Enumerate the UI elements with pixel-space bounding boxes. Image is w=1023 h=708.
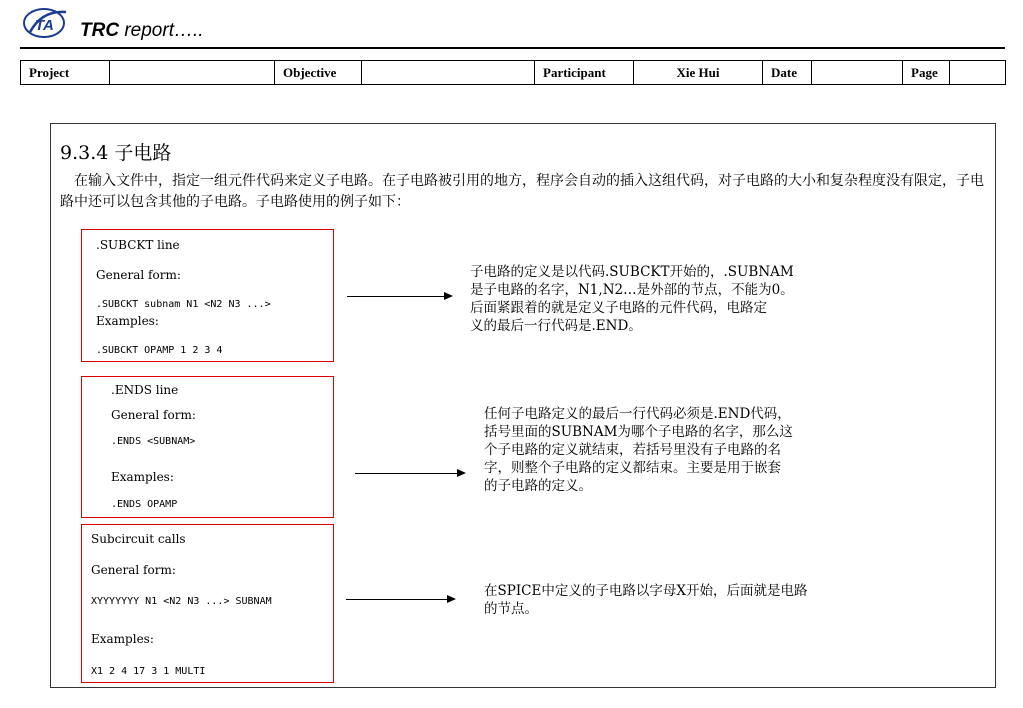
report-title: TRC report…..	[80, 20, 204, 41]
arrow-1	[347, 296, 451, 297]
arrow-3	[346, 599, 454, 600]
page-value	[950, 61, 1006, 85]
box-form-label: General form:	[96, 268, 181, 282]
ends-description: 任何子电路定义的最后一行代码必须是.END代码， 括号里面的SUBNAM为哪个子电路的名字，那么这 个子电路的定义就结束，若括号里没有子电路的名 字，则整个子电路的定义都结束。主要是用于嵌套 的子电路的定义。	[484, 406, 793, 494]
section-title: 9.3.4 子电路	[60, 142, 172, 164]
box-heading: Subcircuit calls	[91, 532, 186, 546]
participant-value: Xie Hui	[634, 61, 763, 85]
box-example-code: .ENDS OPAMP	[111, 499, 178, 510]
box-examples-label: Examples:	[111, 470, 174, 484]
subcircuit-calls-box	[81, 524, 334, 683]
subckt-description: 子电路的定义是以代码.SUBCKT开始的，.SUBNAM 是子电路的名字，N1,N2…是外部的节点，不能为0。 后面紧跟着的就是定义子电路的元件代码，电路定 义的最后一行代码是.END。	[470, 264, 794, 334]
subcircuit-calls-description: 在SPICE中定义的子电路以字母X开始，后面就是电路 的节点。	[484, 583, 808, 617]
header-divider	[20, 47, 1005, 49]
box-form-code: XYYYYYYY N1 <N2 N3 ...> SUBNAM	[91, 596, 272, 607]
date-value	[812, 61, 903, 85]
box-form-label: General form:	[91, 563, 176, 577]
box-example-code: .SUBCKT OPAMP 1 2 3 4	[96, 345, 223, 356]
project-label: Project	[21, 61, 110, 85]
meta-table	[20, 60, 1006, 85]
intro-paragraph: 在输入文件中，指定一组元件代码来定义子电路。在子电路被引用的地方，程序会自动的插入这组代码，对子电路的大小和复杂程度没有限定，子电路中还可以包含其他的子电路。子电路使用的例子如下：	[60, 173, 984, 210]
company-logo	[22, 6, 70, 40]
svg-text:TA: TA	[35, 17, 54, 34]
participant-label: Participant	[535, 61, 634, 85]
box-form-code: .ENDS <SUBNAM>	[111, 436, 196, 447]
box-heading: .ENDS line	[111, 383, 179, 397]
subckt-line-box	[81, 229, 334, 362]
box-example-code: X1 2 4 17 3 1 MULTI	[91, 666, 206, 677]
content-panel	[50, 123, 996, 688]
box-examples-label: Examples:	[96, 314, 159, 328]
arrow-2	[355, 473, 464, 474]
objective-label: Objective	[275, 61, 362, 85]
project-value	[110, 61, 275, 85]
box-form-label: General form:	[111, 408, 196, 422]
page-label: Page	[903, 61, 950, 85]
box-examples-label: Examples:	[91, 632, 154, 646]
box-heading: .SUBCKT line	[96, 238, 180, 252]
ends-line-box	[81, 376, 334, 518]
objective-value	[362, 61, 535, 85]
date-label: Date	[763, 61, 812, 85]
box-form-code: .SUBCKT subnam N1 <N2 N3 ...>	[96, 299, 271, 310]
